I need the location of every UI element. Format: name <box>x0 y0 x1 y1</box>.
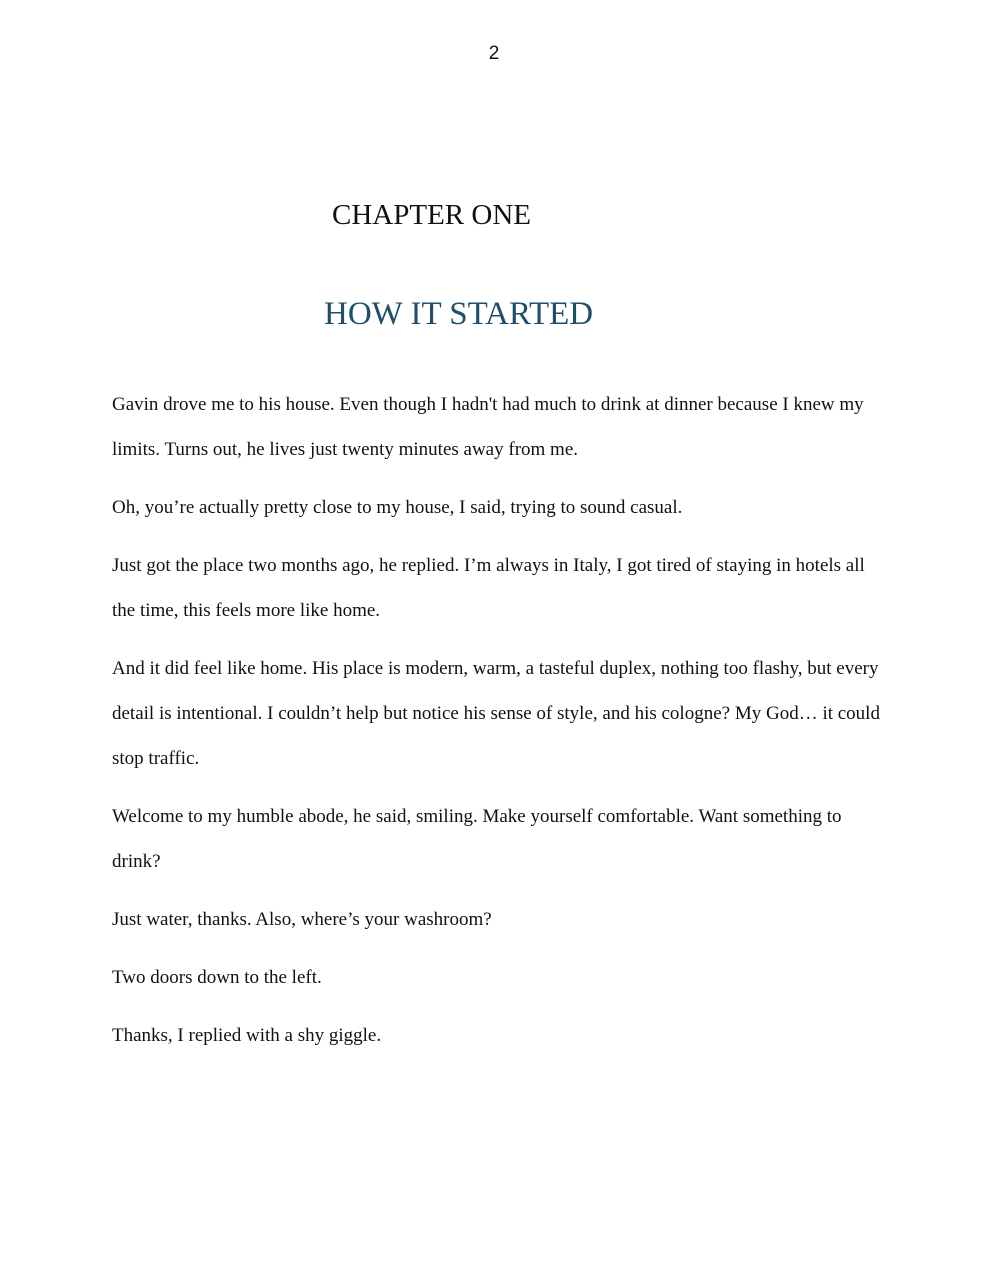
paragraph: Two doors down to the left. <box>112 967 322 988</box>
paragraph: Just got the place two months ago, he replied. I’m always in Italy, I got tired of staying in hotels all the time, this feels more like home. <box>112 555 865 621</box>
paragraph: Oh, you’re actually pretty close to my house, I said, trying to sound casual. <box>112 497 683 518</box>
paragraph: Just water, thanks. Also, where’s your washroom? <box>112 909 492 930</box>
paragraph: Welcome to my humble abode, he said, smiling. Make yourself comfortable. Want something to drink? <box>112 806 842 872</box>
paragraph: Thanks, I replied with a shy giggle. <box>112 1025 382 1046</box>
paragraph: And it did feel like home. His place is modern, warm, a tasteful duplex, nothing too flashy, but every detail is intentional. I couldn’t help but notice his sense of style, and his cologne? My God… it could stop traffic. <box>112 658 880 769</box>
chapter-subtitle: HOW IT STARTED <box>324 296 594 332</box>
page-number: 2 <box>488 43 500 64</box>
chapter-heading: CHAPTER ONE <box>332 199 531 231</box>
paragraph: Gavin drove me to his house. Even though I hadn't had much to drink at dinner because I knew my limits. Turns out, he lives just twenty minutes away from me. <box>112 394 864 460</box>
body-text <box>112 382 882 1058</box>
